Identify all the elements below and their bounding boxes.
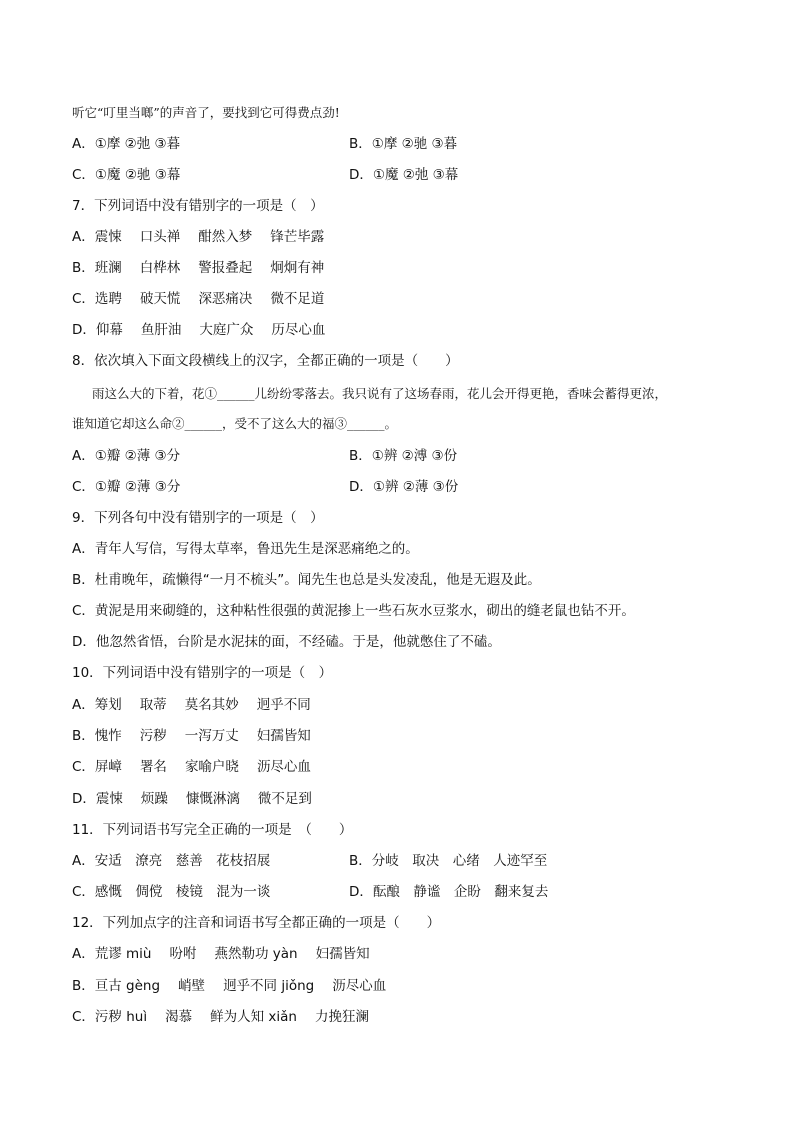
q10-option-c bbox=[72, 757, 311, 777]
q9-option-b: B．杜甫晚年，疏懒得“一月不梳头”。闻先生也总是头发凌乱，他是无遐及此。 bbox=[72, 572, 541, 588]
word: B．亘古 gèng bbox=[72, 978, 161, 994]
q11-stem: 11．下列词语书写完全正确的一项是 （ ） bbox=[72, 822, 353, 838]
q9-option-d: D．他忽然省悟，台阶是水泥抹的面，不经磕。于是，他就憋住了不磕。 bbox=[72, 634, 501, 650]
word: 白桦林 bbox=[139, 260, 181, 276]
word: C．屏嶂 bbox=[72, 759, 122, 775]
q12-stem: 12．下列加点字的注音和词语书写全都正确的一项是（ ） bbox=[72, 915, 441, 931]
q9-option-c: C．黄泥是用来砌缝的，这种粘性很强的黄泥掺上一些石灰水豆浆水，砌出的缝老鼠也钻不开。 bbox=[72, 603, 635, 619]
q9-option-a: A．青年人写信，写得太草率，鲁迅先生是深恶痛绝之的。 bbox=[72, 541, 419, 557]
word: D．震悚 bbox=[72, 791, 123, 807]
word: C．选聘 bbox=[72, 291, 122, 307]
word: 沥尽心血 bbox=[332, 978, 387, 994]
q12-option-b bbox=[72, 976, 386, 996]
word: 口头禅 bbox=[139, 229, 181, 245]
word: A．筹划 bbox=[72, 697, 122, 713]
word: A．震悚 bbox=[72, 229, 122, 245]
word: 妇孺皆知 bbox=[256, 728, 311, 744]
q11-option-b: B．分岐 取决 心绪 人迹罕至 bbox=[349, 853, 548, 869]
q7-option-a bbox=[72, 227, 324, 247]
word: 家喻户晓 bbox=[184, 759, 239, 775]
q8-stem: 8．依次填入下面文段横线上的汉字，全都正确的一项是（ ） bbox=[72, 353, 459, 369]
word: 吩咐 bbox=[169, 946, 197, 962]
word: 警报叠起 bbox=[198, 260, 253, 276]
word: 微不足道 bbox=[270, 291, 325, 307]
word: 历尽心血 bbox=[271, 322, 326, 338]
word: 微不足到 bbox=[257, 791, 312, 807]
q8-passage-line-2: 谁知道它却这么命②______，受不了这么大的福③______。 bbox=[72, 416, 398, 431]
word: 峭壁 bbox=[178, 978, 206, 994]
q7-stem: 7．下列词语中没有错别字的一项是（ ） bbox=[72, 198, 324, 214]
q10-option-b bbox=[72, 726, 311, 746]
word: 署名 bbox=[139, 759, 167, 775]
word: 深恶痛决 bbox=[198, 291, 253, 307]
word: 烦躁 bbox=[140, 791, 168, 807]
q7-option-c bbox=[72, 289, 324, 309]
word: A．荒谬 miù bbox=[72, 946, 152, 962]
word: 沥尽心血 bbox=[256, 759, 311, 775]
q12-option-a bbox=[72, 944, 370, 964]
q6-option-a: A．①摩 ②弛 ③暮 bbox=[72, 136, 181, 152]
word: 一泻万丈 bbox=[184, 728, 239, 744]
q8-option-b: B．①辨 ②溥 ③份 bbox=[349, 448, 458, 464]
word: 锋芒毕露 bbox=[270, 229, 325, 245]
word: B．班澜 bbox=[72, 260, 122, 276]
q9-stem: 9．下列各句中没有错别字的一项是（ ） bbox=[72, 510, 324, 526]
word: 污秽 bbox=[139, 728, 167, 744]
word: D．仰幕 bbox=[72, 322, 123, 338]
q8-passage-line-1: 雨这么大的下着，花①______儿纷纷零落去。我只说有了这场春雨，花儿会开得更艳，香味会蓄得更浓， bbox=[92, 386, 668, 401]
word: C．污秽 huì bbox=[72, 1009, 148, 1025]
q12-option-c bbox=[72, 1007, 369, 1027]
word: 力挽狂澜 bbox=[314, 1009, 369, 1025]
q7-option-b bbox=[72, 258, 324, 278]
intro-line: 听它“叮里当啷”的声音了，要找到它可得费点劲! bbox=[72, 105, 340, 120]
word: B．愧怍 bbox=[72, 728, 122, 744]
word: 取蒂 bbox=[139, 697, 167, 713]
q11-option-a: A．安适 潦亮 慈善 花枝招展 bbox=[72, 853, 271, 869]
word: 大庭广众 bbox=[199, 322, 254, 338]
q8-option-d: D．①辨 ②薄 ③份 bbox=[349, 479, 459, 495]
word: 迥乎不同 jiǒng bbox=[223, 978, 315, 994]
q11-option-d: D．酝酿 静谧 企盼 翻来复去 bbox=[349, 884, 549, 900]
q8-option-a: A．①瓣 ②薄 ③分 bbox=[72, 448, 181, 464]
word: 慷慨淋漓 bbox=[185, 791, 240, 807]
q10-stem: 10．下列词语中没有错别字的一项是（ ） bbox=[72, 665, 333, 681]
word: 燕然勒功 yàn bbox=[214, 946, 298, 962]
word: 迥乎不同 bbox=[256, 697, 311, 713]
word: 妇孺皆知 bbox=[315, 946, 370, 962]
q10-option-a bbox=[72, 695, 311, 715]
q7-option-d bbox=[72, 320, 325, 340]
word: 破天慌 bbox=[139, 291, 181, 307]
q6-option-b: B．①摩 ②驰 ③暮 bbox=[349, 136, 458, 152]
word: 莫名其妙 bbox=[184, 697, 239, 713]
q8-option-c: C．①瓣 ②薄 ③分 bbox=[72, 479, 181, 495]
q6-option-c: C．①魔 ②驰 ③幕 bbox=[72, 167, 181, 183]
word: 渴慕 bbox=[165, 1009, 193, 1025]
q10-option-d bbox=[72, 789, 312, 809]
word: 鲜为人知 xiǎn bbox=[210, 1009, 297, 1025]
q6-option-d: D．①魔 ②弛 ③幕 bbox=[349, 167, 459, 183]
q11-option-c: C．感慨 倜傥 棱镜 混为一谈 bbox=[72, 884, 271, 900]
word: 鱼肝油 bbox=[140, 322, 182, 338]
word: 酣然入梦 bbox=[198, 229, 253, 245]
word: 炯炯有神 bbox=[270, 260, 325, 276]
